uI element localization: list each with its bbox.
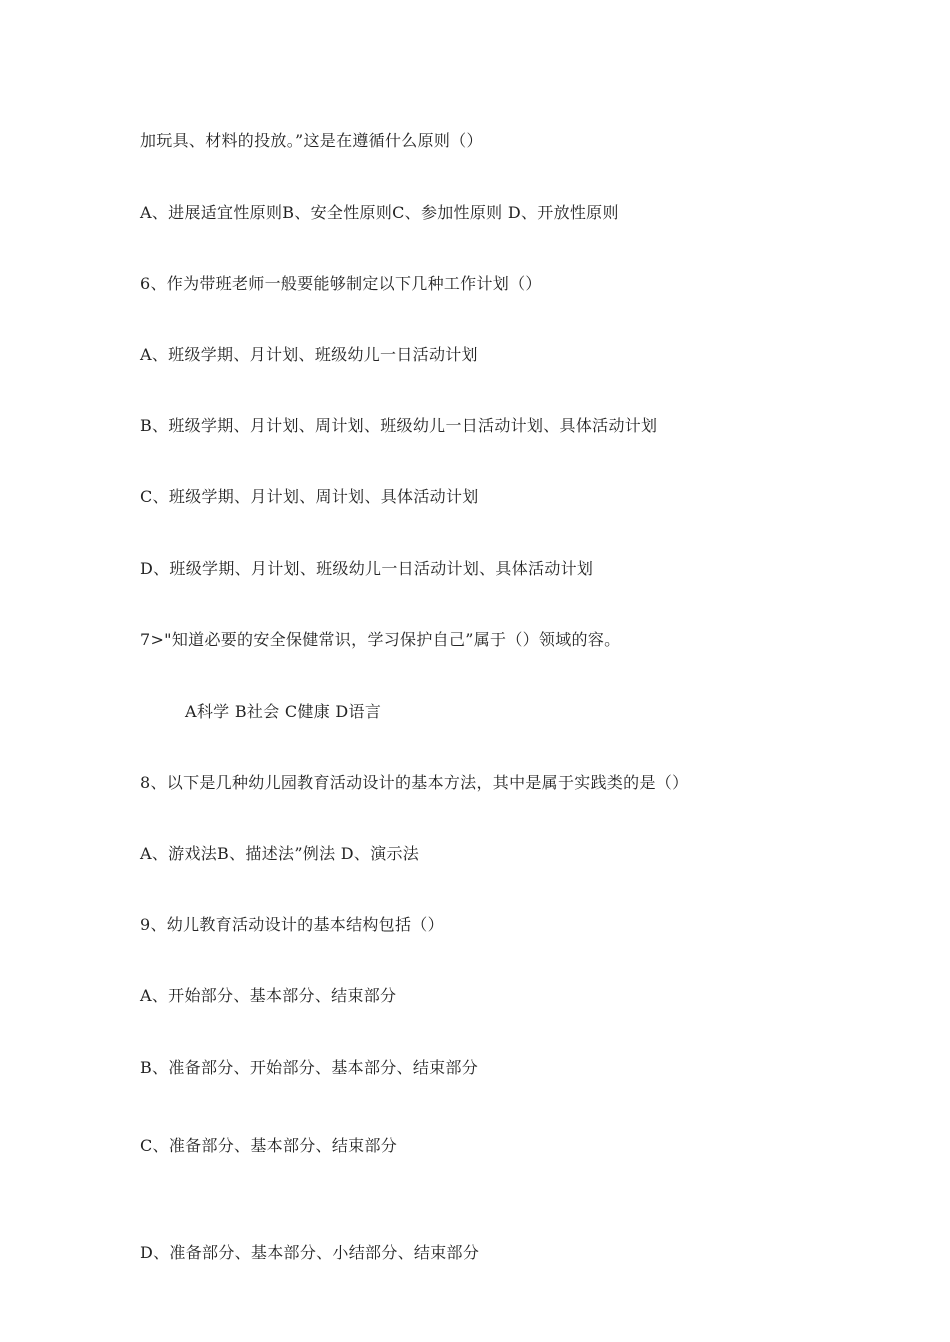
q7-options: A科学 B社会 C健康 D语言	[185, 702, 382, 721]
q5-stem-continued: 加玩具、材料的投放。”这是在遵循什么原则（）	[140, 131, 483, 150]
q9-option-c: C、准备部分、基本部分、结束部分	[140, 1136, 398, 1155]
q7-stem: 7>"知道必要的安全保健常识，学习保护自己”属于（）领域的容。	[140, 630, 621, 649]
q9-option-b: B、准备部分、开始部分、基本部分、结束部分	[140, 1058, 479, 1077]
q6-option-d: D、班级学期、月计划、班级幼儿一日活动计划、具体活动计划	[140, 559, 594, 578]
q6-option-c: C、班级学期、月计划、周计划、具体活动计划	[140, 487, 479, 506]
q5-options: A、进展适宜性原则B、安全性原则C、参加性原则 D、开放性原则	[140, 203, 619, 222]
q6-option-b: B、班级学期、月计划、周计划、班级幼儿一日活动计划、具体活动计划	[140, 416, 658, 435]
q9-option-d: D、准备部分、基本部分、小结部分、结束部分	[140, 1243, 480, 1262]
q6-option-a: A、班级学期、月计划、班级幼儿一日活动计划	[140, 345, 478, 364]
q9-option-a: A、开始部分、基本部分、结束部分	[140, 986, 397, 1005]
q9-stem: 9、幼儿教育活动设计的基本结构包括（）	[140, 915, 444, 934]
q6-stem: 6、作为带班老师一般要能够制定以下几种工作计划（）	[140, 274, 542, 293]
q8-stem: 8、以下是几种幼儿园教育活动设计的基本方法，其中是属于实践类的是（）	[140, 773, 689, 792]
q8-options: A、游戏法B、描述法”例法 D、演示法	[140, 844, 420, 863]
